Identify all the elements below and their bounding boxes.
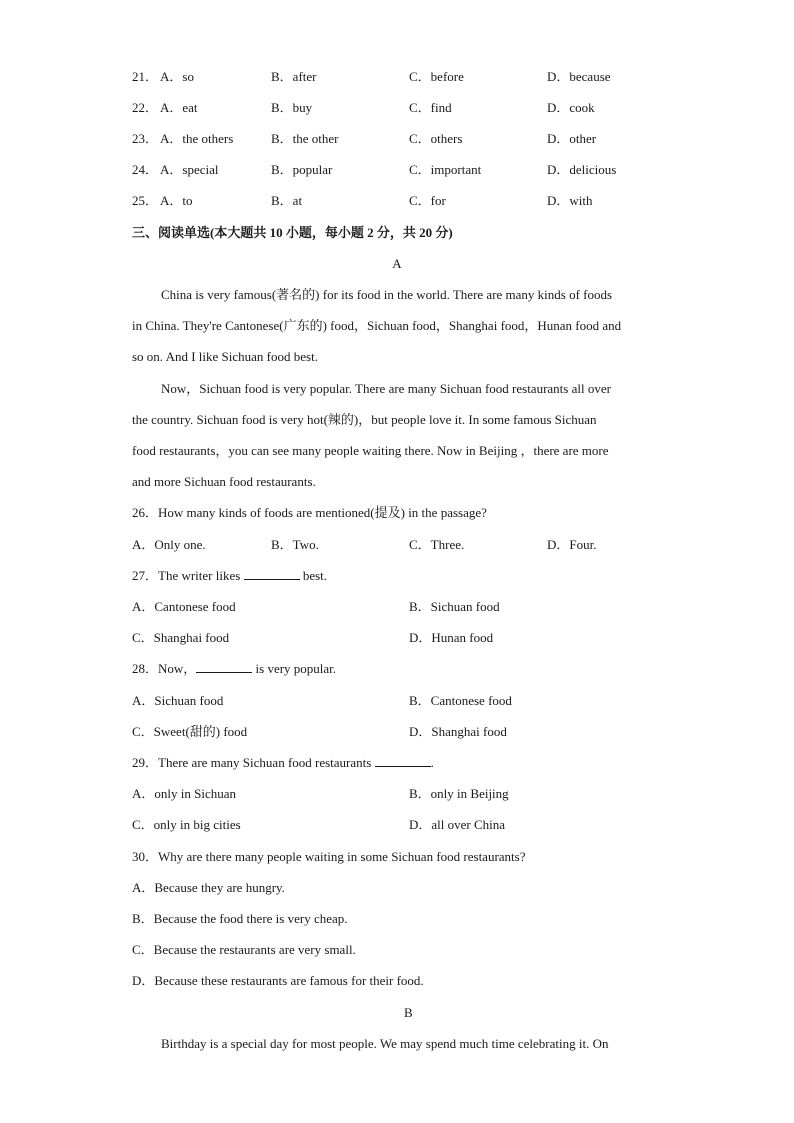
question-stem [132, 660, 336, 678]
option-b: B．only in Beijing [409, 786, 509, 801]
stem-text: . [430, 755, 434, 770]
question-stem: 30．Why are there many people waiting in some Sichuan food restaurants? [132, 849, 526, 864]
option-a: A．special [160, 162, 219, 177]
option-b: B．the other [271, 131, 339, 146]
option-d: D．with [547, 193, 593, 208]
option-c: C．only in big cities [132, 817, 241, 832]
section-heading: 三、阅读单选(本大题共 10 小题，每小题 2 分，共 20 分) [132, 225, 453, 240]
option-c: C．important [409, 162, 482, 177]
option-b: B．after [271, 69, 317, 84]
passage-line: Now，Sichuan food is very popular. There are many Sichuan food restaurants all over [161, 381, 611, 396]
option-c: C．for [409, 193, 446, 208]
passage-line: and more Sichuan food restaurants. [132, 474, 316, 489]
option-d: D．Shanghai food [409, 724, 507, 739]
option-c: C．before [409, 69, 464, 84]
option-b: B．Because the food there is very cheap. [132, 911, 348, 926]
option-d: D．all over China [409, 817, 506, 832]
option-b: B．Cantonese food [409, 693, 512, 708]
stem-text: is very popular. [252, 661, 337, 676]
passage-label: A [392, 256, 402, 271]
option-d: D．Four. [547, 537, 597, 552]
option-b: B．at [271, 193, 303, 208]
question-stem [132, 567, 327, 585]
option-a: A．Only one. [132, 537, 206, 552]
option-a: A．eat [160, 100, 198, 115]
stem-text: best. [299, 568, 328, 583]
option-b: B．popular [271, 162, 333, 177]
passage-line: Birthday is a special day for most people. We may spend much time celebrating it. On [161, 1036, 609, 1051]
option-a: A．Cantonese food [132, 599, 236, 614]
answer-blank [244, 567, 300, 580]
option-b: B．Two. [271, 537, 319, 552]
passage-line: the country. Sichuan food is very hot(辣的)，but people love it. In some famous Sichuan [132, 412, 597, 427]
option-c: C．Because the restaurants are very small. [132, 942, 356, 957]
question-stem [132, 754, 434, 772]
option-c: C．find [409, 100, 452, 115]
option-a: A．Because they are hungry. [132, 880, 285, 895]
question-number: 24． [132, 162, 159, 177]
option-c: C．Sweet(甜的) food [132, 724, 248, 739]
option-d: D．Because these restaurants are famous for their food. [132, 973, 424, 988]
question-number: 21． [132, 69, 159, 84]
option-a: A．so [160, 69, 194, 84]
option-d: D．delicious [547, 162, 617, 177]
question-number: 25． [132, 193, 159, 208]
option-a: A．to [160, 193, 193, 208]
option-a: A．Sichuan food [132, 693, 224, 708]
option-d: D．because [547, 69, 611, 84]
answer-blank [375, 754, 431, 767]
passage-line: China is very famous(著名的) for its food in the world. There are many kinds of foods [161, 287, 613, 302]
answer-blank [196, 660, 252, 673]
option-d: D．cook [547, 100, 595, 115]
option-c: C．Shanghai food [132, 630, 230, 645]
option-b: B．buy [271, 100, 313, 115]
option-d: D．Hunan food [409, 630, 494, 645]
question-number: 23． [132, 131, 159, 146]
option-c: C．others [409, 131, 463, 146]
option-a: A．only in Sichuan [132, 786, 236, 801]
stem-text: 29．There are many Sichuan food restaurants [132, 755, 375, 770]
question-number: 22． [132, 100, 159, 115]
passage-line: so on. And I like Sichuan food best. [132, 349, 318, 364]
stem-text: 27．The writer likes [132, 568, 244, 583]
option-b: B．Sichuan food [409, 599, 500, 614]
passage-line: in China. They're Cantonese(广东的) food，Sichuan food，Shanghai food，Hunan food and [132, 318, 622, 333]
passage-line: food restaurants，you can see many people waiting there. Now in Beijing ，there are more [132, 443, 609, 458]
option-d: D．other [547, 131, 597, 146]
passage-label: B [404, 1005, 413, 1020]
question-stem: 26．How many kinds of foods are mentioned(提及) in the passage? [132, 505, 487, 520]
stem-text: 28．Now， [132, 661, 197, 676]
option-c: C．Three. [409, 537, 465, 552]
option-a: A．the others [160, 131, 234, 146]
